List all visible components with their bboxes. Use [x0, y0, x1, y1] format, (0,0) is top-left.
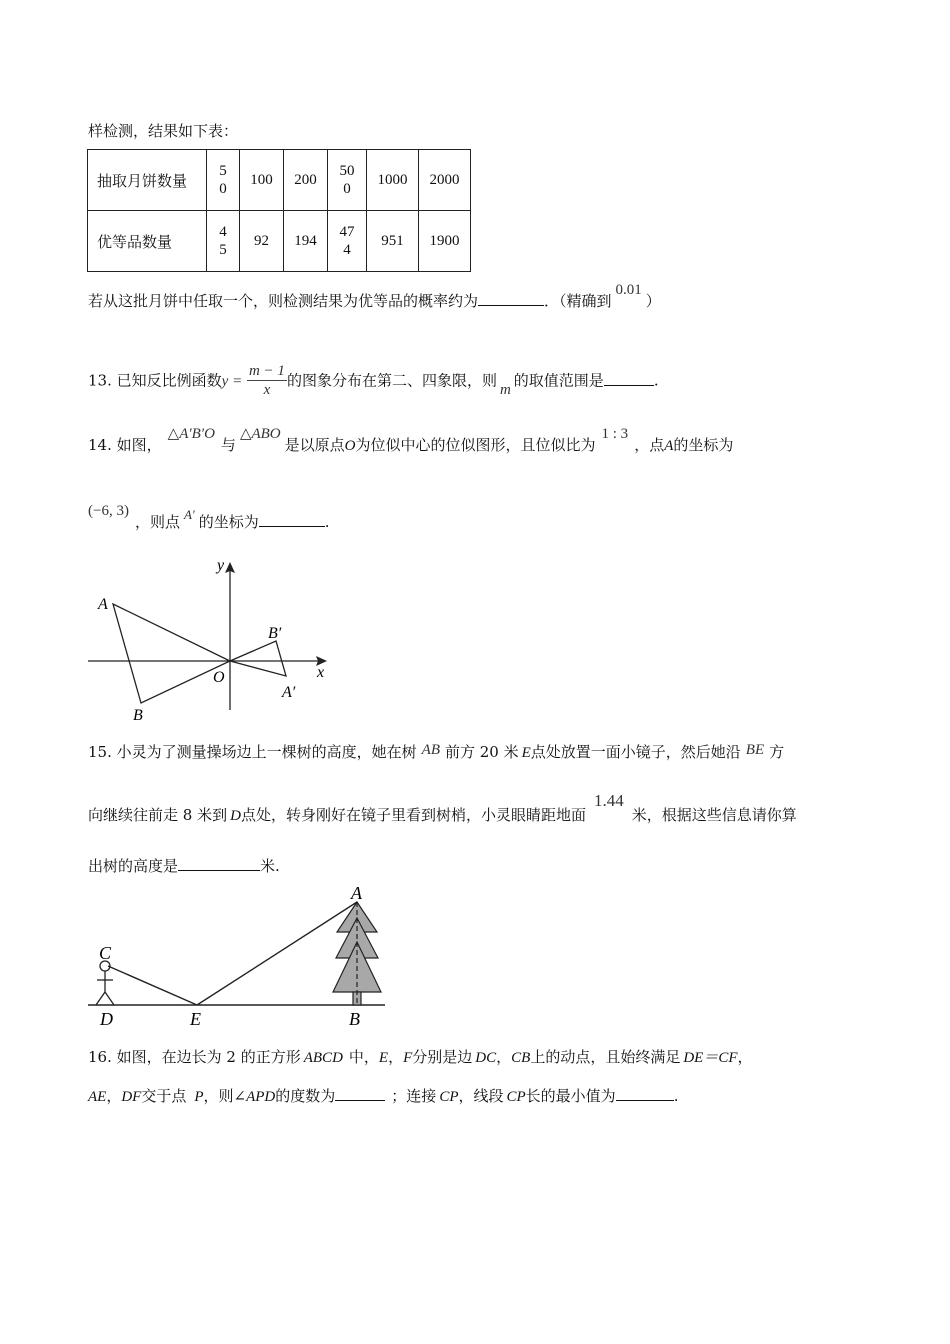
line-e-a [197, 902, 357, 1005]
table-cell: 200 [284, 150, 328, 211]
function-lhs: y = [221, 373, 243, 390]
table-row [88, 211, 471, 272]
q16-line2: AE，DF交于点 P，则∠APD的度数为 ；连接 CP，线段 CP长的最小值为 . [88, 1087, 679, 1105]
answer-blank [259, 512, 325, 527]
question-number: 16. [88, 1048, 112, 1066]
q12-tail: 若从这批月饼中任取一个，则检测结果为优等品的概率约为 ．（精确到0.01） [88, 282, 661, 310]
height-value: 1.44 [593, 791, 624, 810]
row-label: 抽取月饼数量 [88, 150, 207, 211]
table-cell: 951 [367, 211, 419, 272]
table-cell: 1900 [419, 211, 471, 272]
x-axis-label: x [317, 664, 325, 681]
q14-line1: 14. 如图，△A′B′O与△ABO是以原点O为位似中心的位似图形，且位似比为1 : 3，点A的坐标为 [88, 426, 734, 454]
table-cell: 2000 [419, 150, 471, 211]
table-cell: 194 [284, 211, 328, 272]
q14-line2: (−6, 3)，则点 A′ 的坐标为 . [88, 503, 330, 531]
coordinate-value: (−6, 3) [88, 503, 129, 519]
point-c-label: C [99, 943, 112, 963]
table-row [88, 150, 471, 211]
q15-line1: 15. 小灵为了测量操场边上一棵树的高度，她在树 AB 前方 20 米 E点处放置一面小镜子，然后她沿 BE 方 [88, 742, 785, 761]
point-a-label: A [351, 883, 362, 903]
q13: 13. 已知反比例函数y = $\frac{m - 1}{x}$ 的图象分布在第二、四象限，则 m 的取值范围是 . [88, 363, 659, 398]
triangle-label: △A′B′O [167, 426, 215, 442]
triangle-apbpo [230, 641, 286, 676]
sampling-table [87, 149, 471, 272]
line-c-e [108, 966, 197, 1005]
point-b-label: B [349, 1009, 360, 1029]
q15-line2: 向继续往前走 8 米到 D点处，转身刚好在镜子里看到树梢，小灵眼睛距地面1.44米，根据这些信息请你算 [88, 791, 797, 824]
point-d-label: D [100, 1009, 113, 1029]
answer-blank [478, 291, 544, 306]
table-cell: 100 [240, 150, 284, 211]
person-leg [96, 992, 105, 1005]
table-cell: 50 0 [328, 150, 367, 211]
table-cell: 92 [240, 211, 284, 272]
table-cell: 1000 [367, 150, 419, 211]
point-a-label: A [98, 596, 108, 613]
question-number: 15. [88, 743, 112, 761]
fraction: $\frac{m - 1}{x}$ [248, 363, 285, 398]
intro-text: 样检测，结果如下表： [88, 122, 239, 140]
segment-label: AB [421, 742, 440, 758]
point-b-label: B [133, 707, 143, 724]
question-number: 13. [88, 371, 112, 390]
q16-line1: 16. 如图，在边长为 2 的正方形 ABCD 中，E，F分别是边 DC，CB上的动点，且始终满足 DE＝CF， [88, 1048, 753, 1066]
point-aprime-label: A′ [282, 684, 296, 701]
ratio-value: 1 : 3 [601, 426, 629, 442]
q15-line3: 出树的高度是 米. [88, 857, 280, 875]
precision-value: 0.01 [615, 282, 642, 298]
table-cell: 5 0 [207, 150, 240, 211]
point-bprime-label: B′ [268, 625, 282, 642]
point-e-label: E [190, 1009, 201, 1029]
segment-label: BE [745, 742, 765, 758]
y-axis-label: y [217, 557, 225, 574]
point-o-label: O [213, 669, 225, 686]
answer-blank [178, 856, 260, 871]
similarity-figure [80, 550, 350, 730]
triangle-abo [113, 604, 230, 703]
table-cell: 4 5 [207, 211, 240, 272]
triangle-label: △ABO [239, 426, 281, 442]
row-label: 优等品数量 [88, 211, 207, 272]
mirror-tree-figure [80, 880, 400, 1030]
answer-blank [335, 1086, 385, 1101]
question-number: 14. [88, 436, 112, 454]
table-cell: 47 4 [328, 211, 367, 272]
person-leg [105, 992, 114, 1005]
answer-blank [604, 371, 654, 386]
answer-blank [616, 1086, 674, 1101]
